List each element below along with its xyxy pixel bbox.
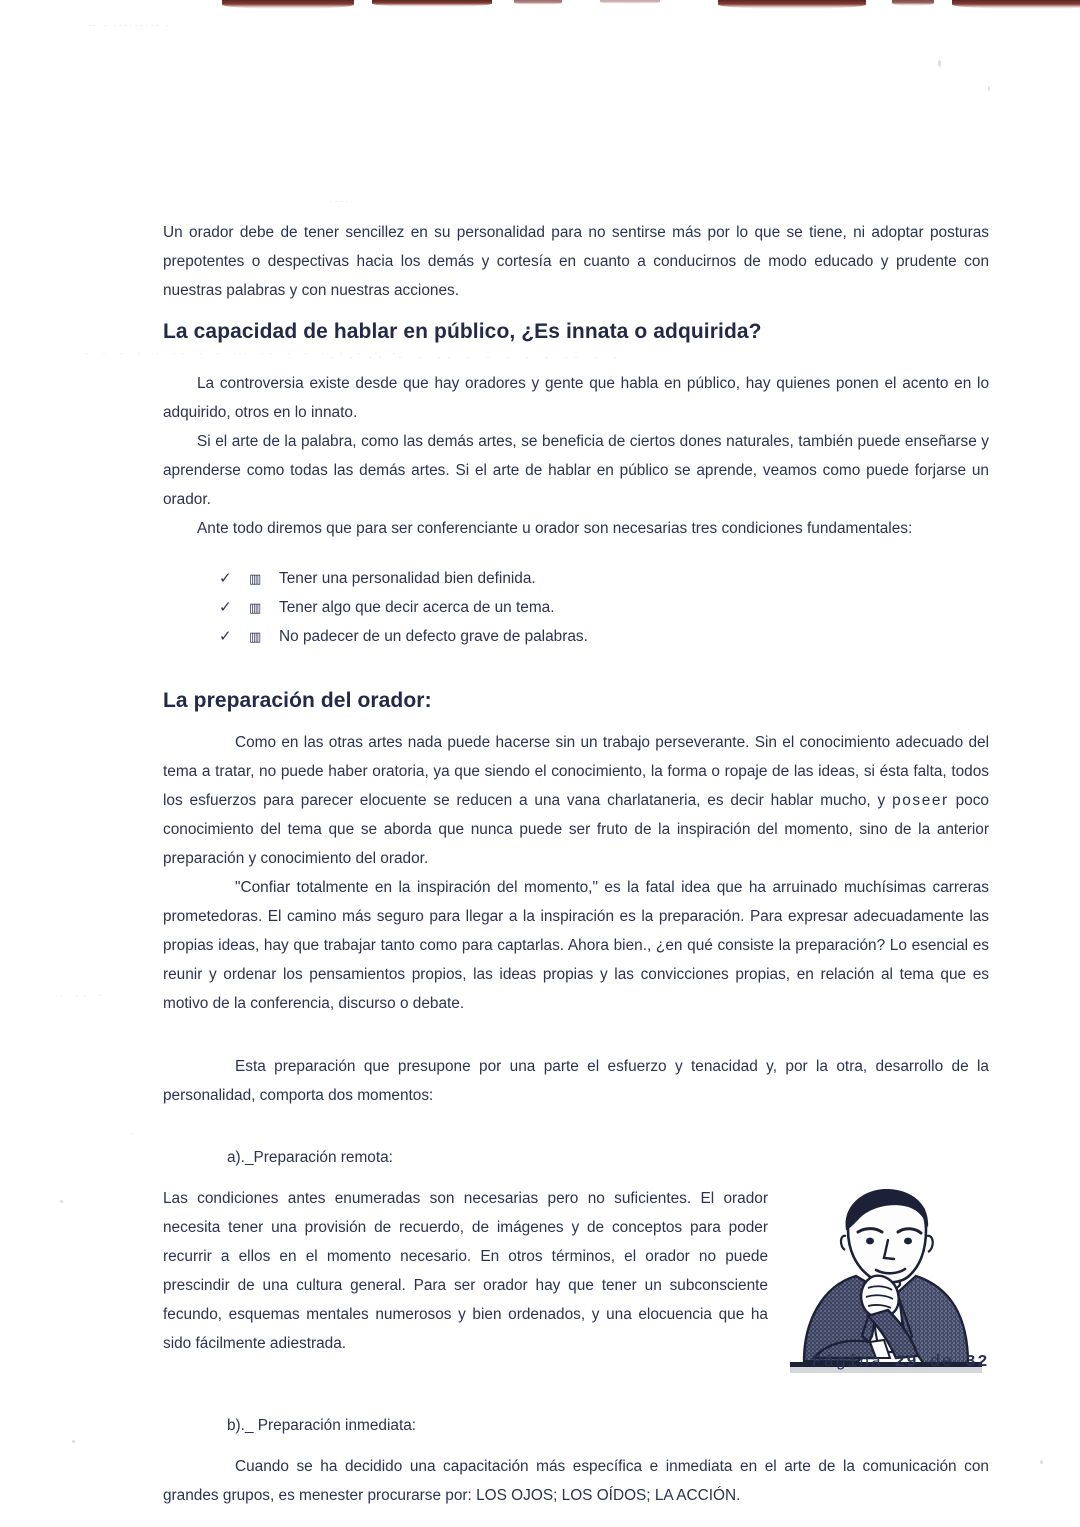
bleed-through-artifact: · ·· ·: [60, 990, 107, 1000]
scan-speck: [60, 1200, 63, 1203]
paragraph-controversia: La controversia existe desde que hay oradores y gente que habla en público, hay quienes ponen el acento en lo adquirido, otros en lo innato.: [163, 375, 989, 421]
footer-current-page: 29: [894, 1353, 919, 1372]
scan-edge-artifact: [892, 0, 934, 6]
scan-edge-artifact: [718, 0, 866, 9]
box-bullet-icon: ▥: [249, 630, 262, 645]
heading-preparacion-orador: La preparación del orador:: [163, 689, 432, 712]
footer-label: Página: [811, 1353, 883, 1372]
heading-capacidad-hablar-publico: La capacidad de hablar en público, ¿Es innata o adquirida?: [163, 320, 762, 343]
footer-connector: de: [929, 1353, 954, 1372]
paragraph-ante-todo: Ante todo diremos que para ser conferenciante u orador son necesarias tres condiciones fundamentales:: [197, 520, 913, 537]
paragraph-arte-palabra: Si el arte de la palabra, como las demás artes, se beneficia de ciertos dones naturales, también puede enseñarse y aprenderse como todas las demás artes. Si el arte de hablar en público se aprende, veamos como puede forjarse un orador.: [163, 433, 989, 508]
scan-edge-artifact: [600, 0, 660, 4]
bleed-through-artifact: ·: [130, 1128, 136, 1138]
document-body: [163, 218, 989, 1510]
check-icon: ✓: [219, 599, 232, 616]
scan-edge-artifact: [952, 0, 1080, 9]
scan-edge-artifact: [372, 0, 492, 7]
label-preparacion-remota: a)._Preparación remota:: [227, 1149, 393, 1166]
paragraph-como-en-otras-artes: [163, 728, 989, 873]
bleed-through-artifact: ·· · ········· ·: [88, 20, 172, 30]
label-preparacion-inmediata: b)._ Preparación inmediata:: [227, 1417, 417, 1434]
intro-paragraph: Un orador debe de tener sencillez en su personalidad para no sentirse más por lo que se tiene, ni adoptar posturas prepotentes o despectivas hacia los demás y cortesía en cuanto a conducirnos de modo educado y prudente con nuestras palabras y con nuestras acciones.: [163, 224, 989, 299]
paragraph-confiar-totalmente: "Confiar totalmente en la inspiración del momento," es la fatal idea que ha arruinado muchísimas carreras prometedoras. El camino más seguro para llegar a la inspiración es la preparación. Para expresar adecuadamente las propias ideas, hay que trabajar tanto como para captarlas. Ahora bien., ¿en qué consiste la preparación? Lo esencial es reunir y ordenar los pensamientos propios, las ideas propias y las convicciones propias, en relación al tema que es motivo de la conferencia, discurso o debate.: [163, 879, 989, 1012]
paragraph-text-part-a: Como en las otras artes nada puede hacerse sin un trabajo perseverante. Sin el conocimiento adecuado del tema a tratar, no puede haber oratoria, ya que siendo el conocimiento, la forma o ropaje de las ideas, si ésta falta, todos los esfuerzos para parecer elocuente se reducen a una vana charlataneria, es decir hablar mucho, y: [163, 734, 989, 809]
scan-speck: [988, 86, 990, 91]
bleed-through-artifact: · · ·· · · ·· · · · · · ·· · ·: [330, 352, 624, 362]
list-item-label: No padecer de un defecto grave de palabras.: [279, 628, 588, 645]
list-item-label: Tener algo que decir acerca de un tema.: [279, 599, 555, 616]
scan-speck: [1040, 1460, 1043, 1464]
list-item-label: Tener una personalidad bien definida.: [279, 570, 536, 587]
box-bullet-icon: ▥: [249, 601, 262, 616]
scan-speck: [72, 1440, 75, 1443]
list-item: [163, 594, 989, 623]
bleed-through-artifact: · · · · · ·· · · ·· ·· · · · · · · ·: [85, 348, 401, 358]
paragraph-text-spaced: poseer: [892, 792, 949, 809]
scan-edge-artifact: [222, 0, 354, 9]
list-item: [163, 565, 989, 594]
check-icon: ✓: [219, 628, 232, 645]
paragraph-las-condiciones: Las condiciones antes enumeradas son necesarias pero no suficientes. El orador necesita tener una provisión de recuerdo, de imágenes y de conceptos para poder recurrir a ellos en el momento necesario. En otros términos, el orador no puede prescindir de una cultura general. Para ser orador hay que tener un subconsciente fecundo, esquemas mentales numerosos y bien ordenados, y una elocuencia que ha sido fácilmente adiestrada.: [163, 1190, 768, 1352]
box-bullet-icon: ▥: [249, 572, 262, 587]
bleed-through-artifact: ····: [330, 196, 352, 206]
footer-total-pages: 32: [965, 1353, 989, 1372]
conditions-list: [163, 565, 989, 652]
scan-edge-artifact: [514, 0, 562, 5]
list-item: [163, 623, 989, 652]
paragraph-esta-preparacion: Esta preparación que presupone por una parte el esfuerzo y tenacidad y, por la otra, desarrollo de la personalidad, comporta dos momentos:: [163, 1058, 989, 1104]
paragraph-cuando-se-ha-decidido: Cuando se ha decidido una capacitación más específica e inmediata en el arte de la comunicación con grandes grupos, es menester procurarse por: LOS OJOS; LOS OÍDOS; LA ACCIÓN.: [163, 1458, 989, 1504]
check-icon: ✓: [219, 570, 232, 587]
page-footer: [163, 1353, 989, 1372]
scan-speck: [938, 60, 941, 67]
paragraph-text-part-b: poco conocimiento del tema que se aborda que nunca puede ser fruto de la inspiración del momento, sino de la anterior preparación y conocimiento del orador.: [163, 792, 989, 867]
